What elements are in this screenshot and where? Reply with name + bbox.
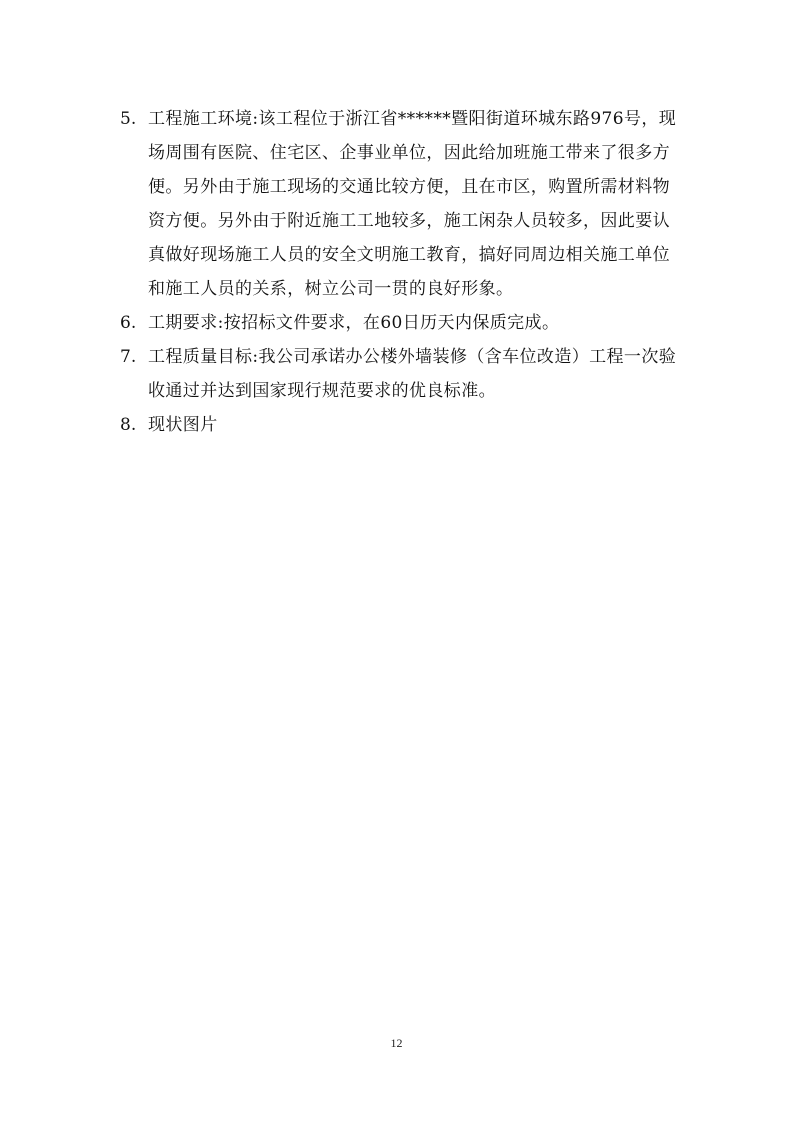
list-number: 5. [120,109,137,129]
quality-target-text: 工程质量目标:我公司承诺办公楼外墙装修（含车位改造）工程一次验收通过并达到国家现行规范要求的优良标准。 [148,347,677,401]
current-photos-heading: 现状图片 [148,415,218,435]
list-item-8 [120,408,680,442]
list-number: 6. [120,313,137,333]
numbered-list [120,102,680,442]
list-number: 7. [120,347,137,367]
list-item-5 [120,102,680,306]
page-number: 12 [390,1036,403,1050]
list-item-6 [120,306,680,340]
list-item-7 [120,340,680,408]
construction-environment-text: 工程施工环境:该工程位于浙江省******暨阳街道环城东路976号，现场周围有医院、住宅区、企事业单位，因此给加班施工带来了很多方便。另外由于施工现场的交通比较方便，且在市区，购置所需材料物资方便。另外由于附近施工工地较多，施工闲杂人员较多，因此要认真做好现场施工人员的安全文明施工教育，搞好同周边相关施工单位和施工人员的关系，树立公司一贯的良好形象。 [148,109,677,299]
list-number: 8. [120,415,137,435]
schedule-requirement-text: 工期要求:按招标文件要求，在60日历天内保质完成。 [148,313,560,333]
